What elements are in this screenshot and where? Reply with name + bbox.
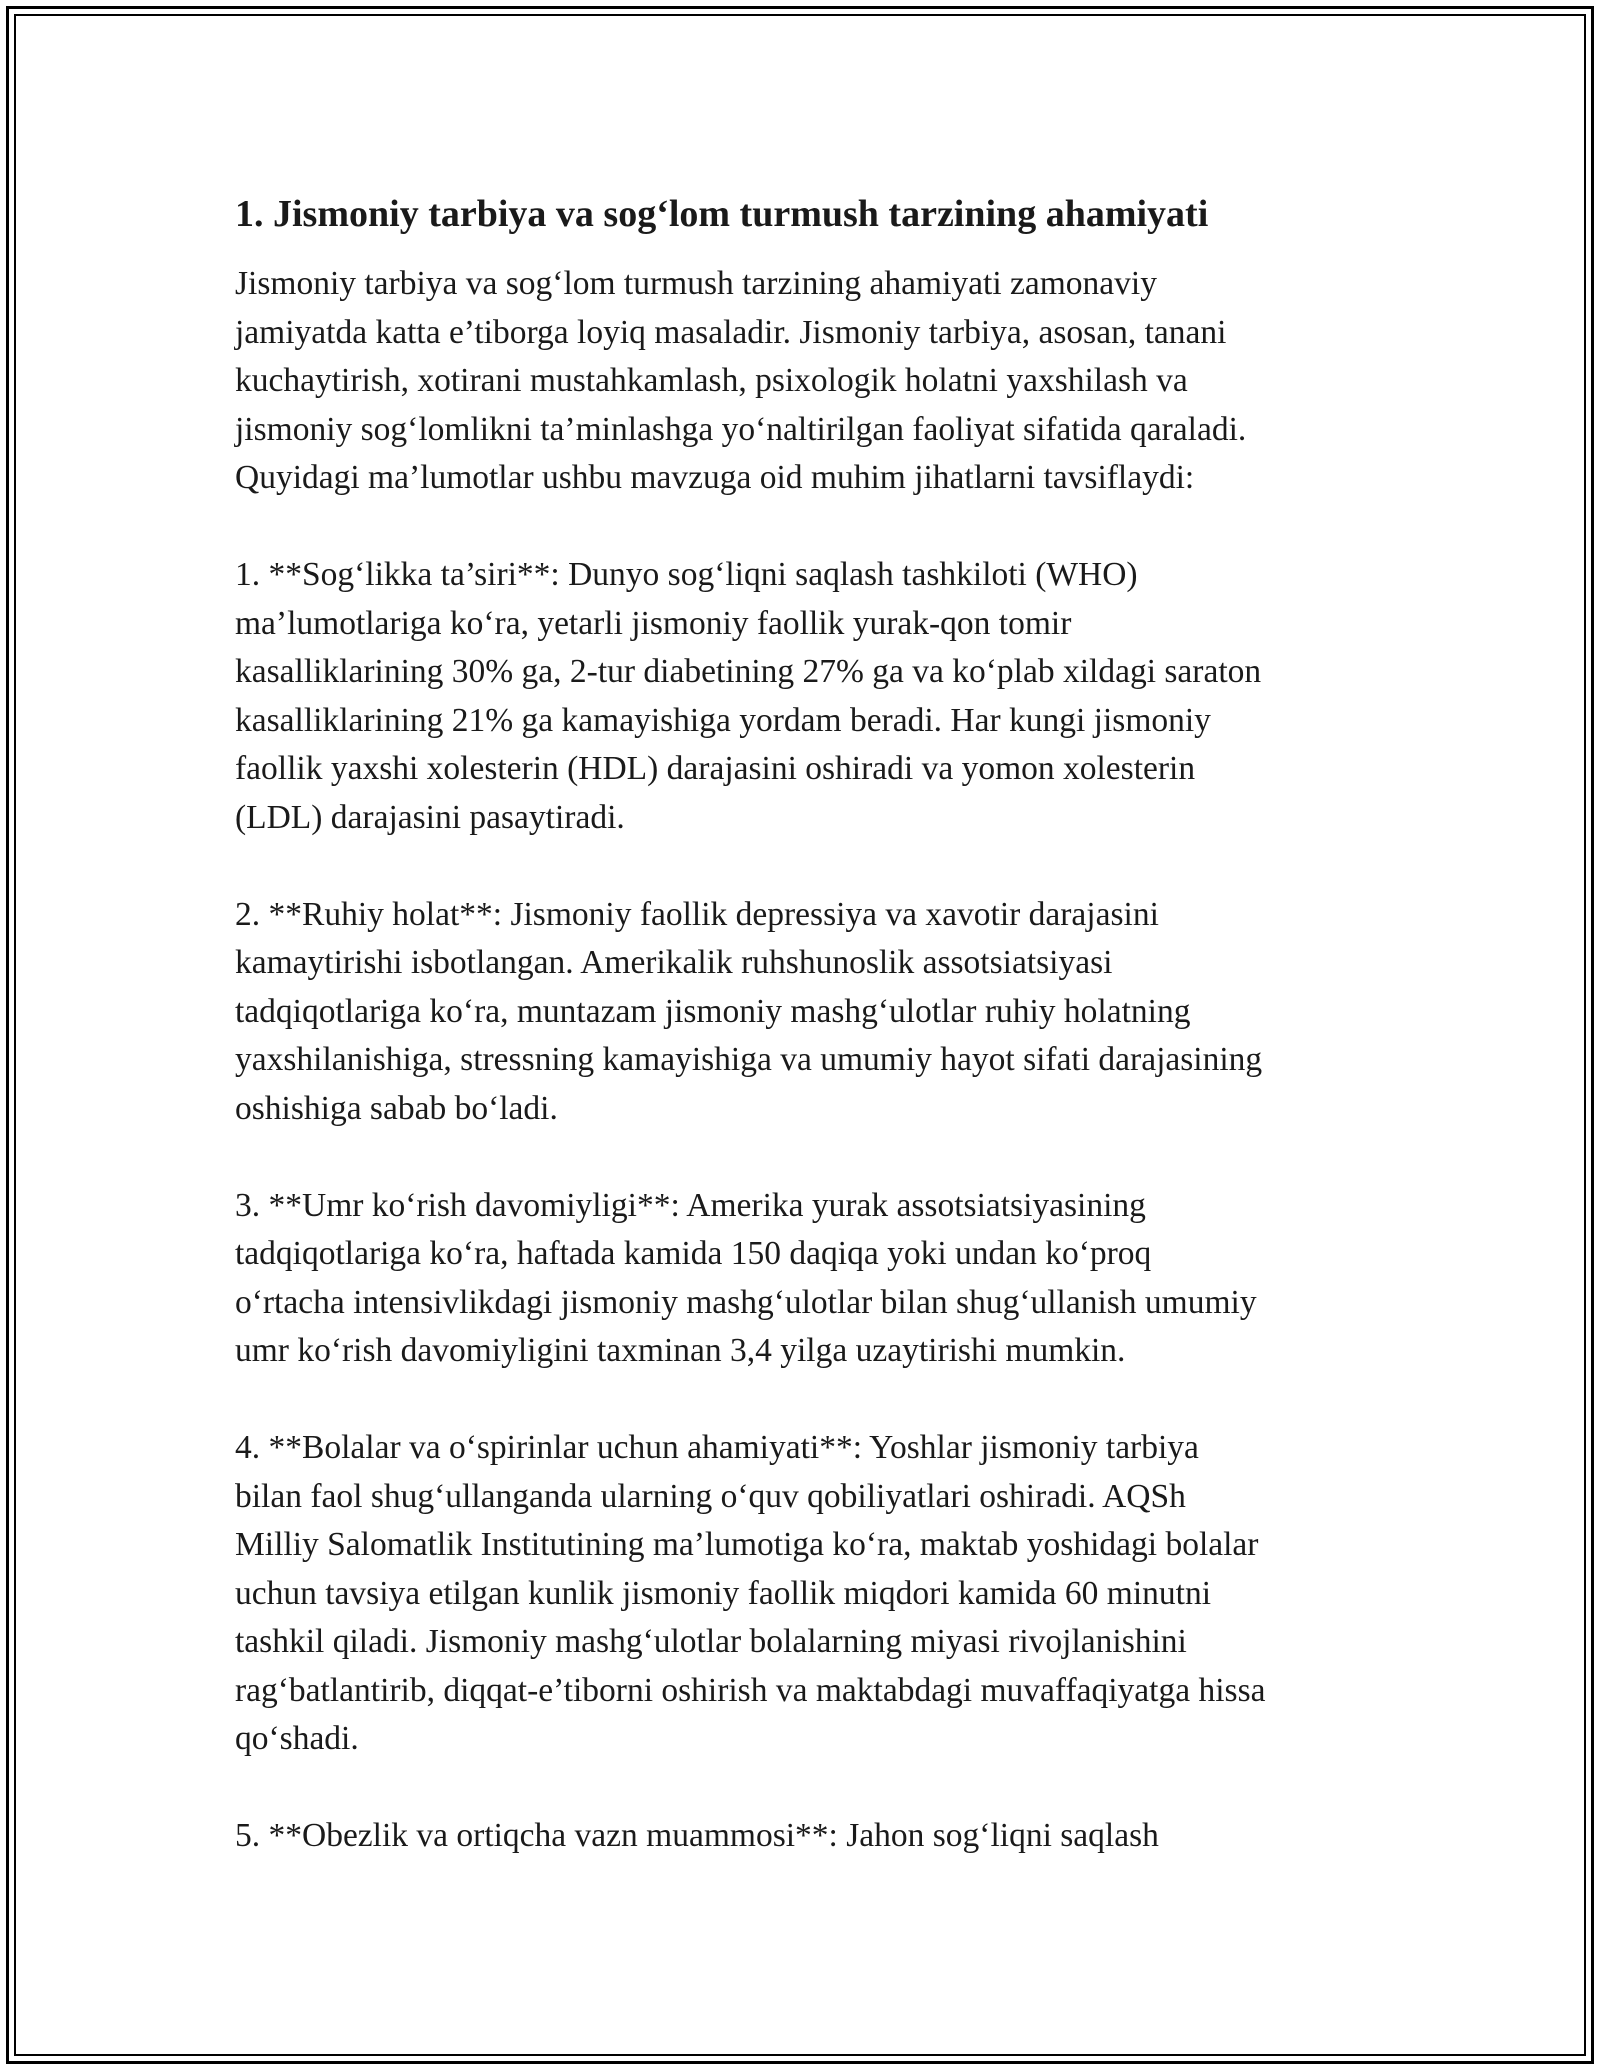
text-line: ma’lumotlariga ko‘ra, yetarli jismoniy faollik yurak-qon tomir: [235, 604, 1072, 642]
paragraph-item-5: [235, 1812, 1370, 1861]
paragraph-item-1: [235, 551, 1370, 842]
text-line: 4. **Bolalar va o‘spirinlar uchun ahamiyati**: Yoshlar jismoniy tarbiya: [235, 1429, 1199, 1466]
text-line: kuchaytirish, xotirani mustahkamlash, psixologik holatni yaxshilash va: [235, 362, 1188, 399]
text-line: Quyidagi ma’lumotlar ushbu mavzuga oid muhim jihatlarni tavsiflaydi:: [235, 459, 1195, 496]
text-line: bilan faol shug‘ullanganda ularning o‘quv qobiliyatlari oshiradi. AQSh: [235, 1477, 1186, 1515]
text-line: kasalliklarining 21% ga kamayishiga yordam beradi. Har kungi jismoniy: [235, 701, 1211, 739]
text-line: qo‘shadi.: [235, 1720, 359, 1757]
paragraph-item-2: [235, 891, 1370, 1134]
text-line: kamaytirishi isbotlangan. Amerikalik ruhshunoslik assotsiatsiyasi: [235, 944, 1113, 981]
text-line: 5. **Obezlik va ortiqcha vazn muammosi**: Jahon sog‘liqni saqlash: [235, 1817, 1159, 1854]
text-line: jismoniy sog‘lomlikni ta’minlashga yo‘naltirilgan faoliyat sifatida qaraladi.: [235, 410, 1247, 448]
document-body: [235, 188, 1370, 1909]
text-line: tashkil qiladi. Jismoniy mashg‘ulotlar bolalarning miyasi rivojlanishini: [235, 1623, 1187, 1660]
text-line: rag‘batlantirib, diqqat-e’tiborni oshirish va maktabdagi muvaffaqiyatga hissa: [235, 1671, 1266, 1709]
text-line: o‘rtacha intensivlikdagi jismoniy mashg‘ulotlar bilan shug‘ullanish umumiy: [235, 1283, 1257, 1321]
text-line: yaxshilanishiga, stressning kamayishiga va umumiy hayot sifati darajasining: [235, 1041, 1263, 1078]
text-line: uchun tavsiya etilgan kunlik jismoniy faollik miqdori kamida 60 minutni: [235, 1574, 1212, 1612]
text-line: tadqiqotlariga ko‘ra, muntazam jismoniy mashg‘ulotlar ruhiy holatning: [235, 992, 1191, 1030]
paragraph-item-4: [235, 1424, 1370, 1764]
document-title: 1. Jismoniy tarbiya va sog‘lom turmush tarzining ahamiyati: [235, 193, 1209, 235]
text-line: tadqiqotlariga ko‘ra, haftada kamida 150 daqiqa yoki undan ko‘proq: [235, 1235, 1152, 1272]
text-line: jamiyatda katta e’tiborga loyiq masaladir. Jismoniy tarbiya, asosan, tanani: [235, 313, 1227, 351]
text-line: faollik yaxshi xolesterin (HDL) darajasini oshiradi va yomon xolesterin: [235, 750, 1196, 787]
text-line: 3. **Umr ko‘rish davomiyligi**: Amerika yurak assotsiatsiyasining: [235, 1186, 1146, 1224]
text-line: Milliy Salomatlik Institutining ma’lumotiga ko‘ra, maktab yoshidagi bolalar: [235, 1526, 1259, 1563]
text-line: 1. **Sog‘likka ta’siri**: Dunyo sog‘liqni saqlash tashkiloti (WHO): [235, 556, 1138, 593]
text-line: oshishiga sabab bo‘ladi.: [235, 1089, 558, 1127]
text-line: Jismoniy tarbiya va sog‘lom turmush tarzining ahamiyati zamonaviy: [235, 265, 1157, 302]
paragraph-intro: [235, 260, 1370, 503]
text-line: (LDL) darajasini pasaytiradi.: [235, 798, 625, 836]
paragraph-item-3: [235, 1182, 1370, 1376]
text-line: 2. **Ruhiy holat**: Jismoniy faollik depressiya va xavotir darajasini: [235, 895, 1159, 933]
text-line: kasalliklarining 30% ga, 2-tur diabetining 27% ga va ko‘plab xildagi saraton: [235, 653, 1262, 690]
text-line: umr ko‘rish davomiyligini taxminan 3,4 yilga uzaytirishi mumkin.: [235, 1332, 1126, 1369]
